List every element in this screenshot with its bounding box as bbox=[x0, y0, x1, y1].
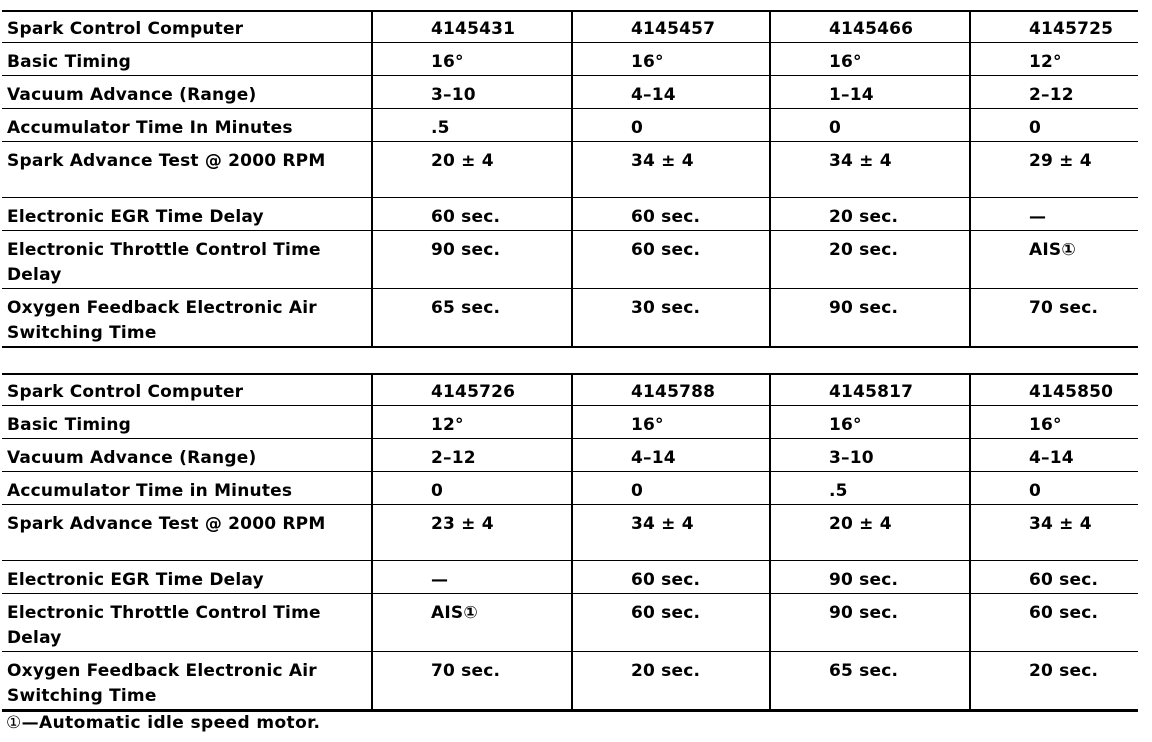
part-number: 4145431 bbox=[372, 11, 572, 43]
cell-value: 3–10 bbox=[770, 439, 970, 472]
spec-table-2 bbox=[2, 373, 1138, 712]
cell-value: 0 bbox=[970, 472, 1138, 505]
part-number: 4145726 bbox=[372, 374, 572, 406]
cell-value: 60 sec. bbox=[970, 561, 1138, 594]
row-label: Vacuum Advance (Range) bbox=[2, 76, 372, 109]
cell-value: 65 sec. bbox=[770, 652, 970, 711]
table-row bbox=[2, 231, 1138, 289]
table-row bbox=[2, 439, 1138, 472]
cell-value: 12° bbox=[372, 406, 572, 439]
spec-table-1 bbox=[2, 10, 1138, 348]
part-number: 4145850 bbox=[970, 374, 1138, 406]
table-row bbox=[2, 652, 1138, 711]
footnote bbox=[6, 713, 320, 733]
table-row bbox=[2, 594, 1138, 652]
row-label: Basic Timing bbox=[2, 43, 372, 76]
cell-value: 34 ± 4 bbox=[970, 505, 1138, 561]
cell-value: 90 sec. bbox=[372, 231, 572, 289]
cell-value: 0 bbox=[372, 472, 572, 505]
row-label: Spark Advance Test @ 2000 RPM bbox=[2, 505, 372, 561]
part-number: 4145457 bbox=[572, 11, 770, 43]
cell-value: 70 sec. bbox=[970, 289, 1138, 348]
row-label: Spark Advance Test @ 2000 RPM bbox=[2, 142, 372, 198]
row-label: Oxygen Feedback Electronic Air Switching Time bbox=[2, 652, 372, 711]
cell-value: .5 bbox=[770, 472, 970, 505]
cell-value: 12° bbox=[970, 43, 1138, 76]
cell-value: 16° bbox=[770, 43, 970, 76]
cell-value: 70 sec. bbox=[372, 652, 572, 711]
cell-value: 16° bbox=[770, 406, 970, 439]
cell-value: — bbox=[372, 561, 572, 594]
cell-value: 29 ± 4 bbox=[970, 142, 1138, 198]
header-row bbox=[2, 11, 1138, 43]
cell-value: 60 sec. bbox=[572, 231, 770, 289]
cell-value: 65 sec. bbox=[372, 289, 572, 348]
header-label: Spark Control Computer bbox=[2, 11, 372, 43]
table-row bbox=[2, 109, 1138, 142]
row-label: Electronic Throttle Control Time Delay bbox=[2, 594, 372, 652]
cell-value: .5 bbox=[372, 109, 572, 142]
table-row bbox=[2, 472, 1138, 505]
cell-value: 4–14 bbox=[572, 76, 770, 109]
footnote-marker: ① bbox=[6, 713, 22, 733]
cell-value: 90 sec. bbox=[770, 594, 970, 652]
row-label: Electronic EGR Time Delay bbox=[2, 561, 372, 594]
cell-value: 3–10 bbox=[372, 76, 572, 109]
cell-value: 20 sec. bbox=[970, 652, 1138, 711]
footnote-text: —Automatic idle speed motor. bbox=[21, 713, 321, 733]
cell-value: 30 sec. bbox=[572, 289, 770, 348]
cell-value: — bbox=[970, 198, 1138, 231]
cell-value: 60 sec. bbox=[572, 561, 770, 594]
table-row bbox=[2, 43, 1138, 76]
table-row bbox=[2, 289, 1138, 348]
cell-value: 60 sec. bbox=[372, 198, 572, 231]
row-label: Oxygen Feedback Electronic Air Switching Time bbox=[2, 289, 372, 348]
cell-value: 20 sec. bbox=[770, 231, 970, 289]
cell-value: 34 ± 4 bbox=[572, 505, 770, 561]
row-label: Accumulator Time in Minutes bbox=[2, 472, 372, 505]
cell-value: AIS① bbox=[970, 231, 1138, 289]
part-number: 4145725 bbox=[970, 11, 1138, 43]
cell-value: 16° bbox=[372, 43, 572, 76]
cell-value: AIS① bbox=[372, 594, 572, 652]
cell-value: 20 ± 4 bbox=[770, 505, 970, 561]
cell-value: 60 sec. bbox=[970, 594, 1138, 652]
cell-value: 4–14 bbox=[572, 439, 770, 472]
row-label: Electronic Throttle Control Time Delay bbox=[2, 231, 372, 289]
cell-value: 2–12 bbox=[970, 76, 1138, 109]
cell-value: 60 sec. bbox=[572, 594, 770, 652]
cell-value: 34 ± 4 bbox=[572, 142, 770, 198]
cell-value: 16° bbox=[572, 43, 770, 76]
part-number: 4145788 bbox=[572, 374, 770, 406]
table-row bbox=[2, 561, 1138, 594]
cell-value: 2–12 bbox=[372, 439, 572, 472]
header-label: Spark Control Computer bbox=[2, 374, 372, 406]
header-row bbox=[2, 374, 1138, 406]
row-label: Electronic EGR Time Delay bbox=[2, 198, 372, 231]
cell-value: 20 sec. bbox=[770, 198, 970, 231]
row-label: Accumulator Time In Minutes bbox=[2, 109, 372, 142]
table-row bbox=[2, 198, 1138, 231]
cell-value: 1–14 bbox=[770, 76, 970, 109]
cell-value: 90 sec. bbox=[770, 561, 970, 594]
cell-value: 0 bbox=[770, 109, 970, 142]
part-number: 4145817 bbox=[770, 374, 970, 406]
cell-value: 23 ± 4 bbox=[372, 505, 572, 561]
cell-value: 0 bbox=[970, 109, 1138, 142]
cell-value: 20 ± 4 bbox=[372, 142, 572, 198]
cell-value: 34 ± 4 bbox=[770, 142, 970, 198]
row-label: Vacuum Advance (Range) bbox=[2, 439, 372, 472]
cell-value: 16° bbox=[970, 406, 1138, 439]
cell-value: 0 bbox=[572, 472, 770, 505]
table-row bbox=[2, 76, 1138, 109]
table-row bbox=[2, 406, 1138, 439]
table-row bbox=[2, 505, 1138, 561]
cell-value: 0 bbox=[572, 109, 770, 142]
row-label: Basic Timing bbox=[2, 406, 372, 439]
cell-value: 20 sec. bbox=[572, 652, 770, 711]
part-number: 4145466 bbox=[770, 11, 970, 43]
cell-value: 60 sec. bbox=[572, 198, 770, 231]
table-row bbox=[2, 142, 1138, 198]
cell-value: 4–14 bbox=[970, 439, 1138, 472]
cell-value: 16° bbox=[572, 406, 770, 439]
cell-value: 90 sec. bbox=[770, 289, 970, 348]
